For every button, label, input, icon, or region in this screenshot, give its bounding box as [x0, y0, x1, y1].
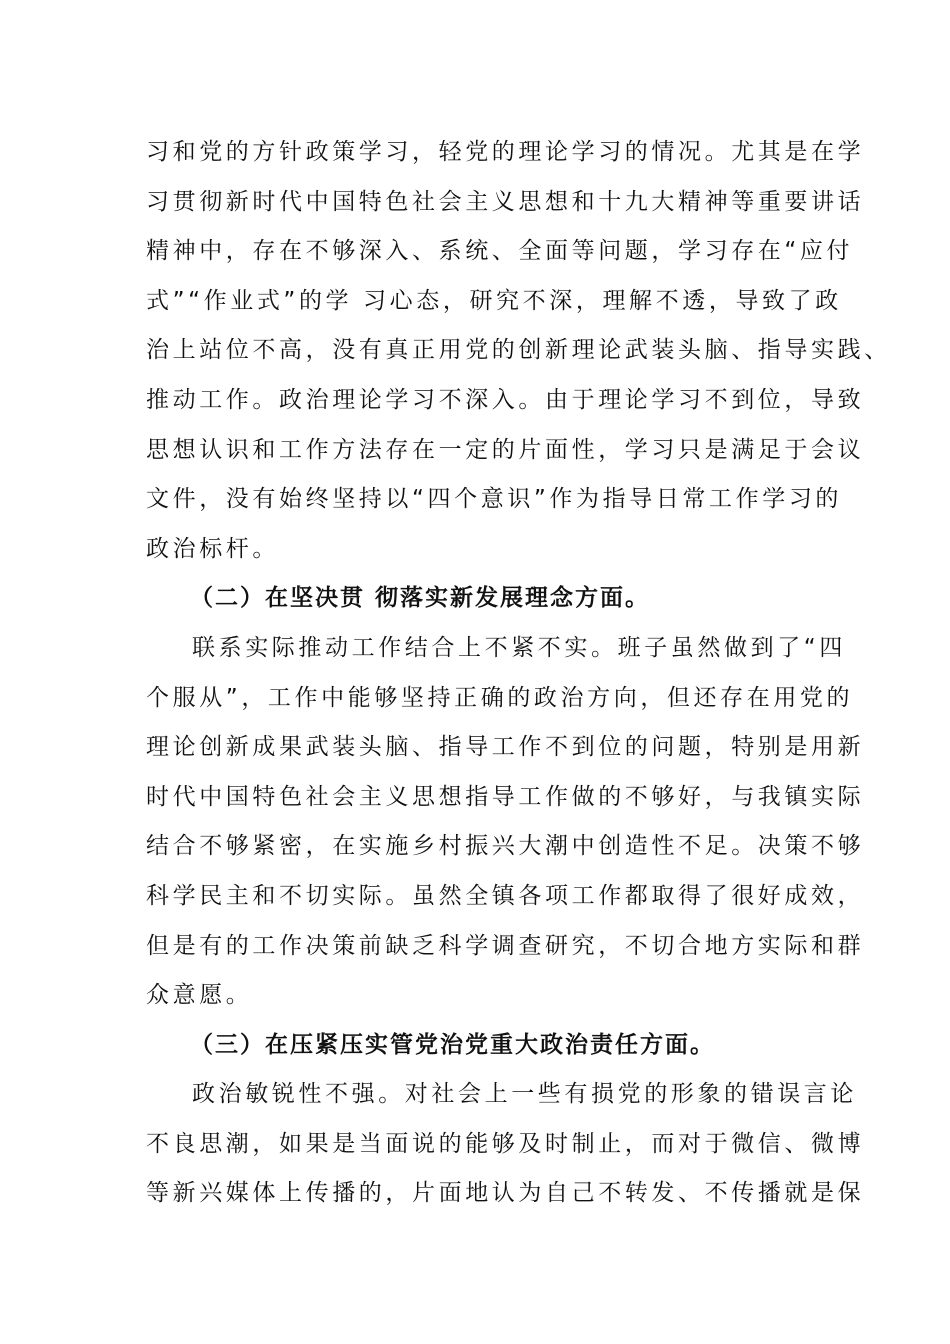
body-text-line: 科学民主和不切实际。虽然全镇各项工作都取得了很好成效， — [146, 882, 865, 909]
body-text-line: 式”“作业式”的学 习心态，研究不深，理解不透，导致了政 — [146, 287, 842, 314]
body-text-line: 等新兴媒体上传播的，片面地认为自己不转发、不传播就是保 — [146, 1180, 865, 1207]
section-heading-2: （二）在坚决贯 彻落实新发展理念方面。 — [190, 585, 651, 612]
body-text-line: 习贯彻新时代中国特色社会主义思想和十九大精神等重要讲话 — [146, 188, 865, 215]
body-text-line: 推动工作。政治理论学习不深入。由于理论学习不到位，导致 — [146, 386, 865, 413]
body-text-line: 文件，没有始终坚持以“四个意识”作为指导日常工作学习的 — [146, 486, 843, 513]
paragraph-first-line: 政治敏锐性不强。对社会上一些有损党的形象的错误言论 — [192, 1081, 857, 1108]
document-body — [146, 128, 891, 1219]
body-text-line: 众意愿。 — [146, 982, 253, 1009]
body-text-line: 结合不够紧密，在实施乡村振兴大潮中创造性不足。决策不够 — [146, 833, 865, 860]
paragraph-first-line: 联系实际推动工作结合上不紧不实。班子虽然做到了“四 — [192, 634, 846, 661]
body-text-line: 时代中国特色社会主义思想指导工作做的不够好，与我镇实际 — [146, 783, 865, 810]
body-text-line: 治上站位不高，没有真正用党的创新理论武装头脑、指导实践、 — [146, 337, 891, 364]
body-text-line: 理论创新成果武装头脑、指导工作不到位的问题，特别是用新 — [146, 734, 865, 761]
body-text-line: 习和党的方针政策学习，轻党的理论学习的情况。尤其是在学 — [146, 139, 865, 165]
body-text-line: 精神中，存在不够深入、系统、全面等问题，学习存在“应付 — [146, 238, 854, 265]
body-text-line: 政治标杆。 — [146, 535, 279, 562]
section-heading-3: （三）在压紧压实管党治党重大政治责任方面。 — [190, 1031, 715, 1058]
body-text-line: 个服从”，工作中能够坚持正确的政治方向，但还存在用党的 — [146, 684, 854, 711]
body-text-line: 但是有的工作决策前缺乏科学调查研究，不切合地方实际和群 — [146, 932, 865, 959]
body-text-line: 不良思潮，如果是当面说的能够及时制止，而对于微信、微博 — [146, 1130, 865, 1157]
body-text-line: 思想认识和工作方法存在一定的片面性，学习只是满足于会议 — [146, 436, 865, 463]
